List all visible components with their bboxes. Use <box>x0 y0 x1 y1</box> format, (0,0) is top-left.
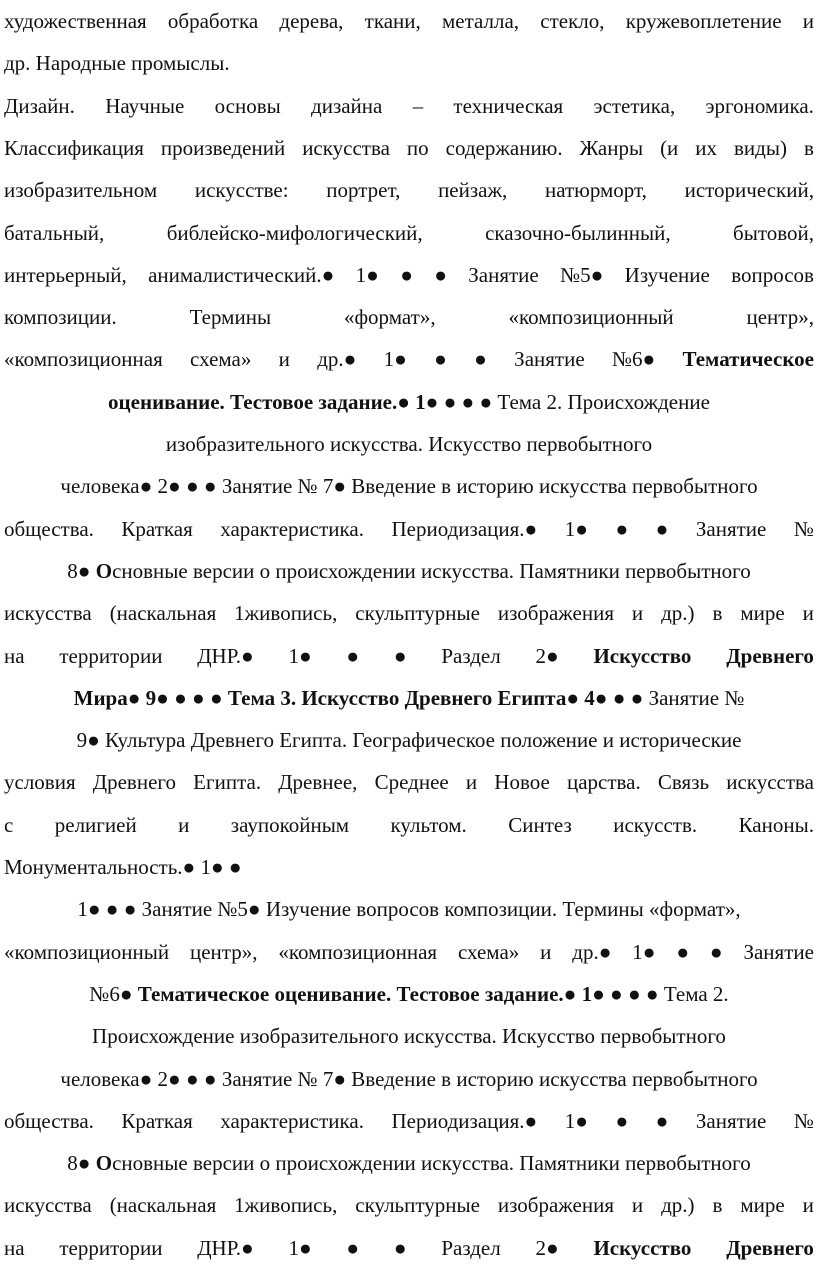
text-word: техническая <box>453 93 564 118</box>
text-word: 1● <box>564 516 588 541</box>
text-line <box>4 1106 814 1136</box>
text-word: др.● <box>572 939 612 964</box>
text-word: в <box>803 135 814 160</box>
text-word: Искусство <box>593 1235 692 1260</box>
text-word: 2● <box>535 643 559 668</box>
text-word: схема» <box>457 939 520 964</box>
text-segment: Происхождение изобразительного искусства. Искусство первобытного <box>92 1024 726 1049</box>
text-word: (наскальная <box>109 1193 217 1218</box>
text-word: Раздел <box>441 1235 501 1260</box>
text-word: ● <box>655 516 669 541</box>
text-line <box>4 471 814 501</box>
text-word: скульптурные <box>355 601 480 626</box>
text-word: Синтез <box>508 812 572 837</box>
text-word: Занятие <box>743 939 814 964</box>
text-line <box>4 302 814 332</box>
text-word: заупокойным <box>230 812 350 837</box>
text-segment: Тема 2. Происхождение <box>492 389 710 414</box>
text-word: обработка <box>167 9 259 33</box>
text-word: и <box>465 770 478 795</box>
text-word: общества. <box>4 1108 94 1133</box>
text-word: и <box>540 939 552 964</box>
text-word: Древнего <box>726 643 814 668</box>
text-word: 1● <box>632 939 656 964</box>
text-segment: сновные версии о происхождении искусства. Памятники первобытного <box>112 1151 751 1176</box>
text-word: ● <box>346 643 360 668</box>
text-line <box>4 1190 814 1220</box>
text-word: условия <box>4 770 76 795</box>
text-line <box>4 1148 814 1178</box>
text-word: ● <box>400 262 413 287</box>
text-word: сказочно-былинный, <box>485 220 671 245</box>
text-word: «композиционный <box>508 305 674 330</box>
text-word: царства. <box>566 770 641 795</box>
text-word: ● <box>393 1235 407 1260</box>
text-word: Научные <box>105 93 185 118</box>
text-segment: №6● <box>89 981 138 1006</box>
text-word: в <box>712 1193 723 1218</box>
text-word: эргономика. <box>705 93 814 118</box>
text-word: искусств. <box>613 812 698 837</box>
text-word: виды) <box>734 135 787 160</box>
text-line <box>4 218 814 248</box>
text-word: № <box>793 516 814 541</box>
text-word: (и <box>660 135 679 160</box>
text-word: территории <box>59 1235 163 1260</box>
text-word: на <box>4 1235 25 1260</box>
text-word: Занятие <box>514 347 585 372</box>
text-line <box>4 387 814 417</box>
text-line <box>4 598 814 628</box>
text-word: портрет, <box>326 178 401 203</box>
text-word: композиции. <box>4 305 117 330</box>
text-line <box>4 175 814 205</box>
text-line <box>4 767 814 797</box>
text-word: дерева, <box>279 9 344 33</box>
text-word: ● <box>615 516 629 541</box>
text-line <box>4 6 814 36</box>
text-word: Древнего <box>92 770 176 795</box>
text-word: ● <box>434 347 447 372</box>
text-segment: Занятие № <box>643 685 745 710</box>
text-word: др.) <box>661 601 695 626</box>
text-word: анималистический.● <box>148 262 335 287</box>
text-word: натюрморт, <box>544 178 647 203</box>
text-word: металла, <box>441 9 520 33</box>
text-word: и <box>802 601 814 626</box>
text-word: характеристика. <box>220 516 364 541</box>
text-line <box>4 1021 814 1051</box>
text-segment: др. Народные промыслы. <box>4 51 230 76</box>
text-word: Периодизация.● <box>391 1108 538 1133</box>
bold-text-segment: О <box>95 558 113 583</box>
text-word: искусства <box>302 135 390 160</box>
text-word: скульптурные <box>355 1193 480 1218</box>
text-line <box>4 852 814 882</box>
text-word: основы <box>214 93 281 118</box>
text-word: и <box>278 347 290 372</box>
text-word: схема» <box>190 347 252 372</box>
text-word: ● <box>346 1235 360 1260</box>
text-word: 1● <box>288 1235 312 1260</box>
text-segment: сновные версии о происхождении искусства. Памятники первобытного <box>112 558 751 583</box>
text-segment: изобразительного искусства. Искусство первобытного <box>165 432 653 456</box>
text-segment: 8● <box>67 558 96 583</box>
text-word: Классификация <box>4 135 144 160</box>
text-word: и <box>178 812 190 837</box>
text-word: Древнее, <box>278 770 358 795</box>
text-word: и <box>802 1193 814 1218</box>
text-word: ● <box>655 1108 669 1133</box>
text-word: культом. <box>390 812 467 837</box>
text-word: др.) <box>661 1193 695 1218</box>
text-word: 1живопись, <box>234 1193 338 1218</box>
text-word: религией <box>54 812 137 837</box>
text-line <box>4 133 814 163</box>
text-line <box>4 429 814 459</box>
text-word: 1● <box>288 643 312 668</box>
text-segment: 8● <box>67 1151 96 1176</box>
text-word: центр», <box>189 939 258 964</box>
text-word: Египта. <box>193 770 262 795</box>
text-word: изображения <box>497 601 614 626</box>
text-word: вопросов <box>731 262 814 287</box>
text-word: эстетика, <box>593 93 676 118</box>
text-word: Новое <box>494 770 550 795</box>
text-word: исторический, <box>684 178 814 203</box>
text-word: 1живопись, <box>234 601 338 626</box>
text-line <box>4 683 814 713</box>
text-word: №5● <box>560 262 604 287</box>
text-word: № <box>793 1108 814 1133</box>
text-word: общества. <box>4 516 94 541</box>
text-word: (наскальная <box>109 601 217 626</box>
text-word: территории <box>59 643 163 668</box>
text-word: Каноны. <box>738 812 814 837</box>
text-word: центр», <box>746 305 814 330</box>
text-word: ● <box>434 262 447 287</box>
text-word: Краткая <box>121 1108 193 1133</box>
text-word: кружевоплетение <box>625 9 782 33</box>
text-word: батальный, <box>4 220 105 245</box>
text-segment: человека● 2● ● ● Занятие № 7● Введение в историю искусства первобытного <box>60 474 758 499</box>
text-word: мире <box>740 1193 785 1218</box>
text-word: Тематическое <box>682 347 814 372</box>
text-word: 1● <box>355 262 379 287</box>
text-word: изображения <box>497 1193 614 1218</box>
text-word: Древнего <box>726 1235 814 1260</box>
text-word: искусства <box>726 770 814 795</box>
text-word: ● <box>474 347 487 372</box>
bold-text-segment: Тематическое оценивание. Тестовое задание.● 1● ● ● ● <box>137 981 659 1006</box>
text-word: с <box>4 812 14 837</box>
text-word: «формат», <box>343 305 436 330</box>
text-word: ткани, <box>364 9 421 33</box>
text-word: ● <box>615 1108 629 1133</box>
text-word: мире <box>740 601 785 626</box>
text-word: интерьерный, <box>4 262 127 287</box>
text-word: ДНР.● <box>197 1235 254 1260</box>
bold-text-segment: О <box>95 1151 113 1176</box>
text-word: их <box>695 135 718 160</box>
text-word: пейзаж, <box>438 178 508 203</box>
text-word: библейско-мифологический, <box>166 220 423 245</box>
text-line <box>4 1233 814 1263</box>
text-word: художественная <box>4 9 147 33</box>
text-word: Занятие <box>695 1108 767 1133</box>
text-line <box>4 725 814 755</box>
text-word: «композиционная <box>278 939 438 964</box>
text-word: Периодизация.● <box>391 516 538 541</box>
text-segment: 9● Культура Древнего Египта. Географическое положение и исторические <box>76 728 742 753</box>
text-word: «композиционный <box>4 939 170 964</box>
text-segment: человека● 2● ● ● Занятие № 7● Введение в историю искусства первобытного <box>60 1066 758 1091</box>
text-word: Связь <box>657 770 710 795</box>
text-word: Среднее <box>374 770 449 795</box>
text-word: №6● <box>611 347 656 372</box>
text-word: произведений <box>160 135 286 160</box>
text-line <box>4 810 814 840</box>
text-line <box>4 91 814 121</box>
text-word: – <box>412 93 424 118</box>
text-word: Дизайн. <box>4 93 75 118</box>
text-word: дизайна <box>311 93 383 118</box>
text-word: ● <box>393 643 407 668</box>
text-line <box>4 260 814 290</box>
text-word: Краткая <box>121 516 193 541</box>
text-line <box>4 1064 814 1094</box>
text-word: ДНР.● <box>197 643 254 668</box>
text-segment: 1● ● ● Занятие №5● Изучение вопросов композиции. Термины «формат», <box>77 897 741 922</box>
text-word: Термины <box>189 305 272 330</box>
text-word: содержанию. <box>445 135 563 160</box>
text-line <box>4 556 814 586</box>
text-word: Занятие <box>468 262 539 287</box>
text-word: стекло, <box>540 9 605 33</box>
text-word: ● <box>676 939 690 964</box>
text-word: изобразительном <box>4 178 158 203</box>
text-line <box>4 979 814 1009</box>
text-word: 2● <box>535 1235 559 1260</box>
text-line <box>4 344 814 374</box>
text-line <box>4 514 814 544</box>
bold-text-segment: оценивание. Тестовое задание.● 1● ● ● ● <box>108 389 493 414</box>
text-word: искусстве: <box>194 178 289 203</box>
text-word: и <box>631 1193 644 1218</box>
text-word: Искусство <box>593 643 692 668</box>
text-line <box>4 894 814 924</box>
text-word: др.● <box>317 347 357 372</box>
text-word: Занятие <box>695 516 767 541</box>
text-word: характеристика. <box>220 1108 364 1133</box>
text-word: ● <box>709 939 723 964</box>
text-word: 1● <box>564 1108 588 1133</box>
text-word: искусства <box>4 601 92 626</box>
text-line <box>4 48 814 78</box>
text-word: 1● <box>383 347 407 372</box>
bold-text-segment: Мира● 9● ● ● ● Тема 3. Искусство Древнего Египта● 4● ● ● <box>73 685 644 710</box>
text-word: бытовой, <box>733 220 814 245</box>
text-segment: Монументальность.● 1● ● <box>4 855 242 879</box>
text-word: и <box>802 9 814 33</box>
text-word: по <box>406 135 429 160</box>
text-line <box>4 641 814 671</box>
text-segment: Тема 2. <box>658 981 729 1006</box>
text-word: Жанры <box>579 135 644 160</box>
text-word: Раздел <box>441 643 501 668</box>
text-word: и <box>631 601 644 626</box>
text-line <box>4 937 814 967</box>
text-word: «композиционная <box>4 347 163 372</box>
text-word: искусства <box>4 1193 92 1218</box>
text-word: в <box>712 601 723 626</box>
text-word: на <box>4 643 25 668</box>
text-word: Изучение <box>624 262 710 287</box>
